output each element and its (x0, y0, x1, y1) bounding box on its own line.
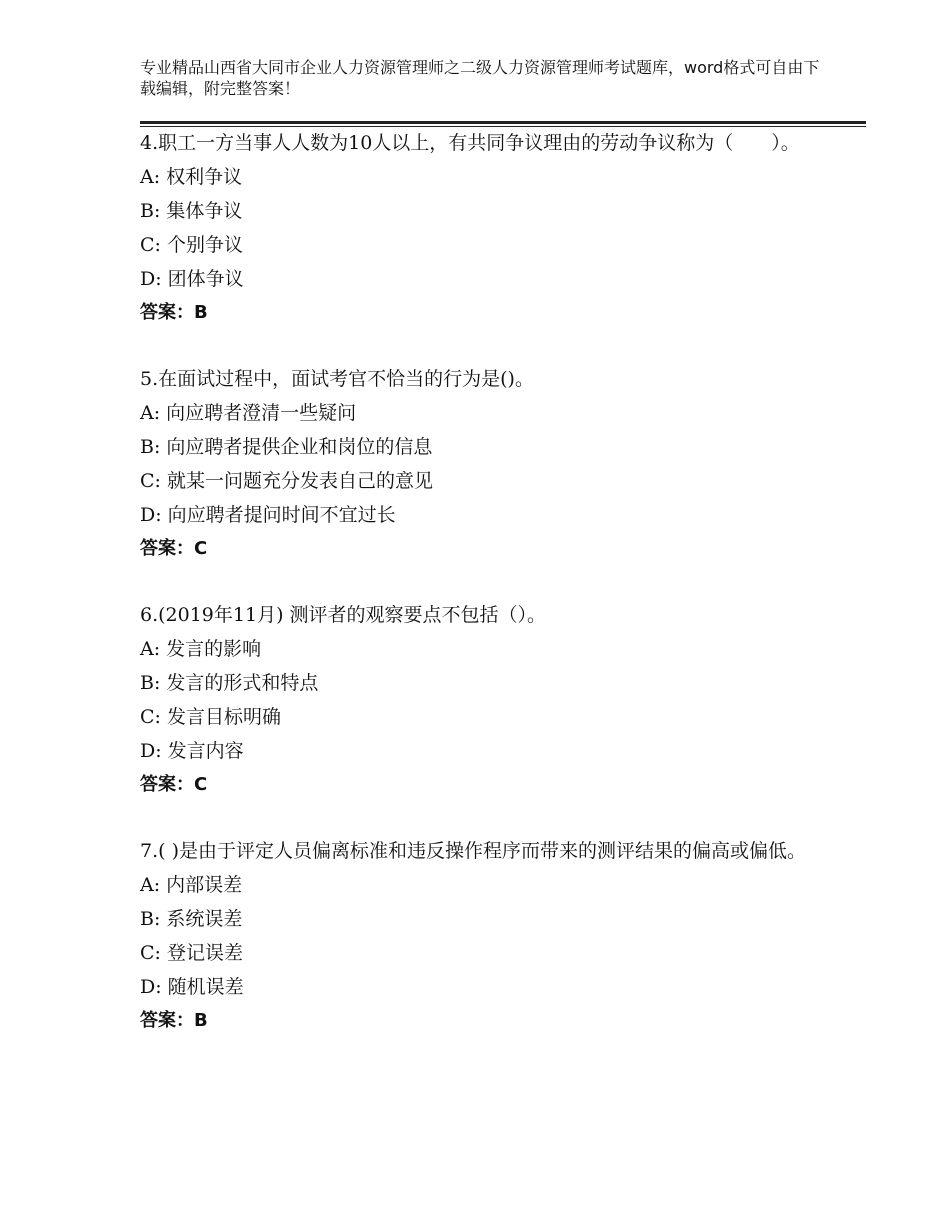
option-a: A: 权利争议 (140, 166, 243, 188)
answer-value: C (194, 538, 208, 559)
question-5 (140, 362, 830, 566)
option-b: B: 发言的形式和特点 (140, 672, 319, 694)
option-a: A: 发言的影响 (140, 638, 262, 660)
answer-line (140, 532, 830, 566)
question-7 (140, 834, 830, 1038)
option-b: B: 向应聘者提供企业和岗位的信息 (140, 436, 433, 458)
question-stem: 7.( )是由于评定人员偏离标准和违反操作程序而带来的测评结果的偏高或偏低。 (140, 840, 806, 862)
question-6 (140, 598, 830, 802)
option-d: D: 随机误差 (140, 976, 244, 998)
answer-label: 答案： (140, 538, 194, 559)
answer-label: 答案： (140, 302, 194, 323)
question-list (140, 126, 830, 1070)
option-c: C: 发言目标明确 (140, 706, 281, 728)
option-d: D: 向应聘者提问时间不宜过长 (140, 504, 396, 526)
answer-label: 答案： (140, 774, 194, 795)
answer-label: 答案： (140, 1010, 194, 1031)
answer-value: C (194, 774, 208, 795)
answer-line (140, 1004, 830, 1038)
option-d: D: 发言内容 (140, 740, 244, 762)
document-header: 专业精品山西省大同市企业人力资源管理师之二级人力资源管理师考试题库，word格式可自由下载编辑，附完整答案！ (140, 58, 820, 98)
option-a: A: 内部误差 (140, 874, 243, 896)
question-stem: 6.(2019年11月) 测评者的观察要点不包括（）。 (140, 604, 547, 626)
question-4 (140, 126, 830, 330)
option-b: B: 系统误差 (140, 908, 243, 930)
option-d: D: 团体争议 (140, 268, 244, 290)
answer-value: B (194, 1010, 208, 1031)
option-c: C: 就某一问题充分发表自己的意见 (140, 470, 433, 492)
option-c: C: 登记误差 (140, 942, 243, 964)
question-stem: 4.职工一方当事人人数为10人以上，有共同争议理由的劳动争议称为（ ）。 (140, 132, 800, 154)
answer-line (140, 296, 830, 330)
answer-value: B (194, 302, 208, 323)
answer-line (140, 768, 830, 802)
header-divider-thick (140, 121, 866, 124)
option-b: B: 集体争议 (140, 200, 243, 222)
option-a: A: 向应聘者澄清一些疑问 (140, 402, 357, 424)
option-c: C: 个别争议 (140, 234, 243, 256)
question-stem: 5.在面试过程中，面试考官不恰当的行为是()。 (140, 368, 534, 390)
